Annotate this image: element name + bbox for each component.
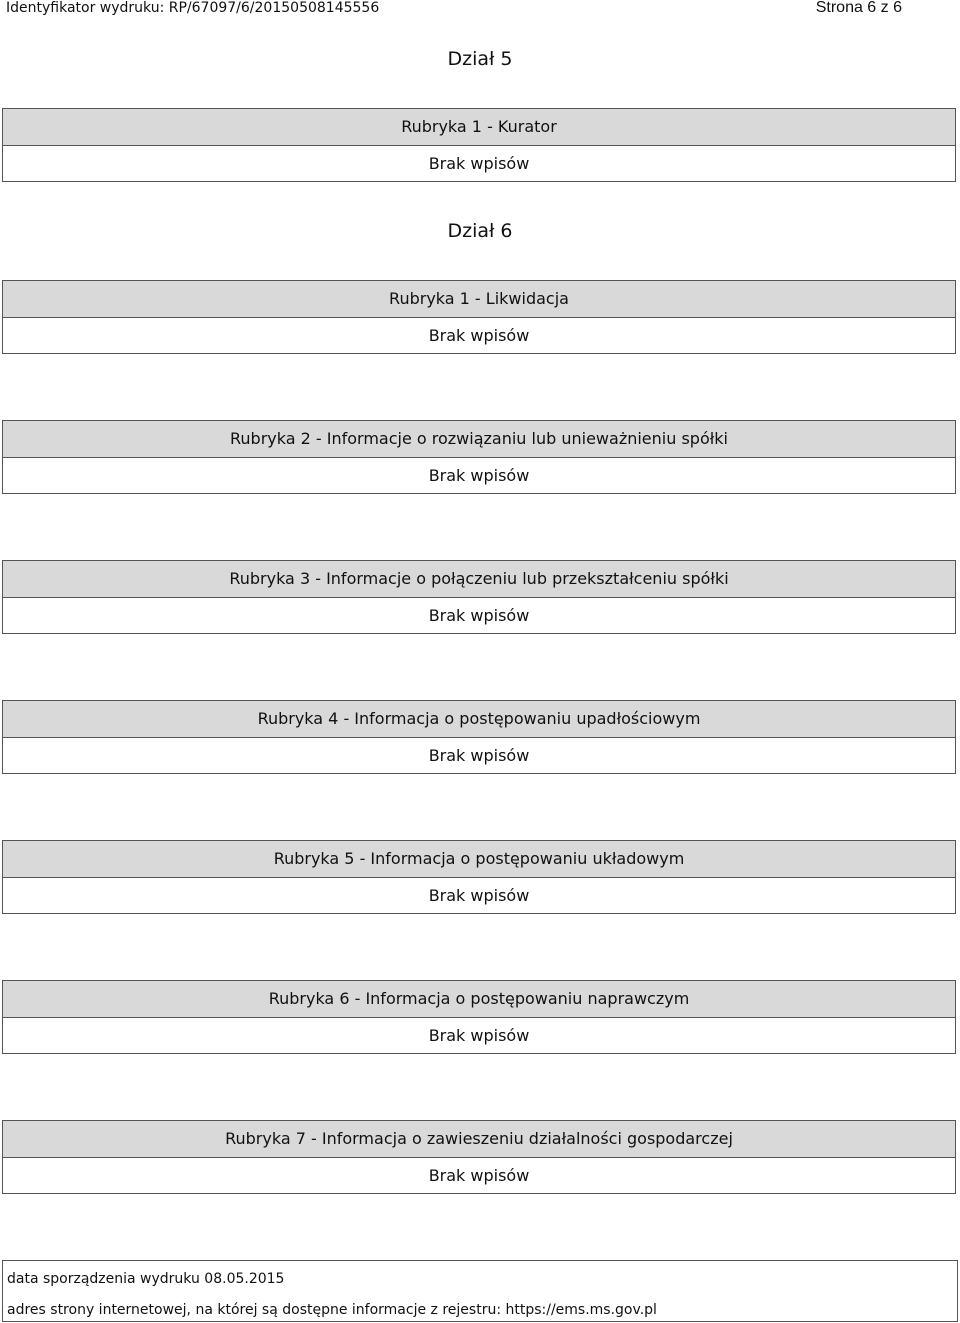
rubryka-title: Rubryka 1 - Likwidacja — [3, 281, 955, 318]
rubryka-title: Rubryka 4 - Informacja o postępowaniu upadłościowym — [3, 701, 955, 738]
rubryka-kurator — [2, 108, 956, 182]
rubryka-title: Rubryka 5 - Informacja o postępowaniu układowym — [3, 841, 955, 878]
section-title-dzial-5: Dział 5 — [447, 48, 513, 70]
rubryka-rozwiazanie — [2, 420, 956, 494]
section-title-dzial-6: Dział 6 — [447, 220, 513, 242]
rubryka-entry: Brak wpisów — [3, 598, 955, 633]
rubryka-entry: Brak wpisów — [3, 1018, 955, 1053]
rubryka-entry: Brak wpisów — [3, 878, 955, 913]
registry-address: adres strony internetowej, na której są dostępne informacje z rejestru: https://ems.ms.gov.pl — [7, 1302, 657, 1318]
rubryka-entry: Brak wpisów — [3, 738, 955, 773]
rubryka-title: Rubryka 1 - Kurator — [3, 109, 955, 146]
rubryka-zawieszenie — [2, 1120, 956, 1194]
print-date: data sporządzenia wydruku 08.05.2015 — [7, 1271, 285, 1287]
rubryka-upadlosc — [2, 700, 956, 774]
rubryka-entry: Brak wpisów — [3, 146, 955, 181]
rubryka-polaczenie — [2, 560, 956, 634]
rubryka-entry: Brak wpisów — [3, 1158, 955, 1193]
rubryka-likwidacja — [2, 280, 956, 354]
footer-box — [2, 1260, 958, 1322]
rubryka-entry: Brak wpisów — [3, 318, 955, 353]
rubryka-entry: Brak wpisów — [3, 458, 955, 493]
rubryka-title: Rubryka 3 - Informacje o połączeniu lub przekształceniu spółki — [3, 561, 955, 598]
page-number: Strona 6 z 6 — [815, 0, 902, 16]
rubryka-title: Rubryka 6 - Informacja o postępowaniu naprawczym — [3, 981, 955, 1018]
rubryka-title: Rubryka 2 - Informacje o rozwiązaniu lub unieważnieniu spółki — [3, 421, 955, 458]
rubryka-uklad — [2, 840, 956, 914]
print-identifier: Identyfikator wydruku: RP/67097/6/20150508145556 — [6, 0, 380, 16]
rubryka-title: Rubryka 7 - Informacja o zawieszeniu działalności gospodarczej — [3, 1121, 955, 1158]
rubryka-naprawcze — [2, 980, 956, 1054]
